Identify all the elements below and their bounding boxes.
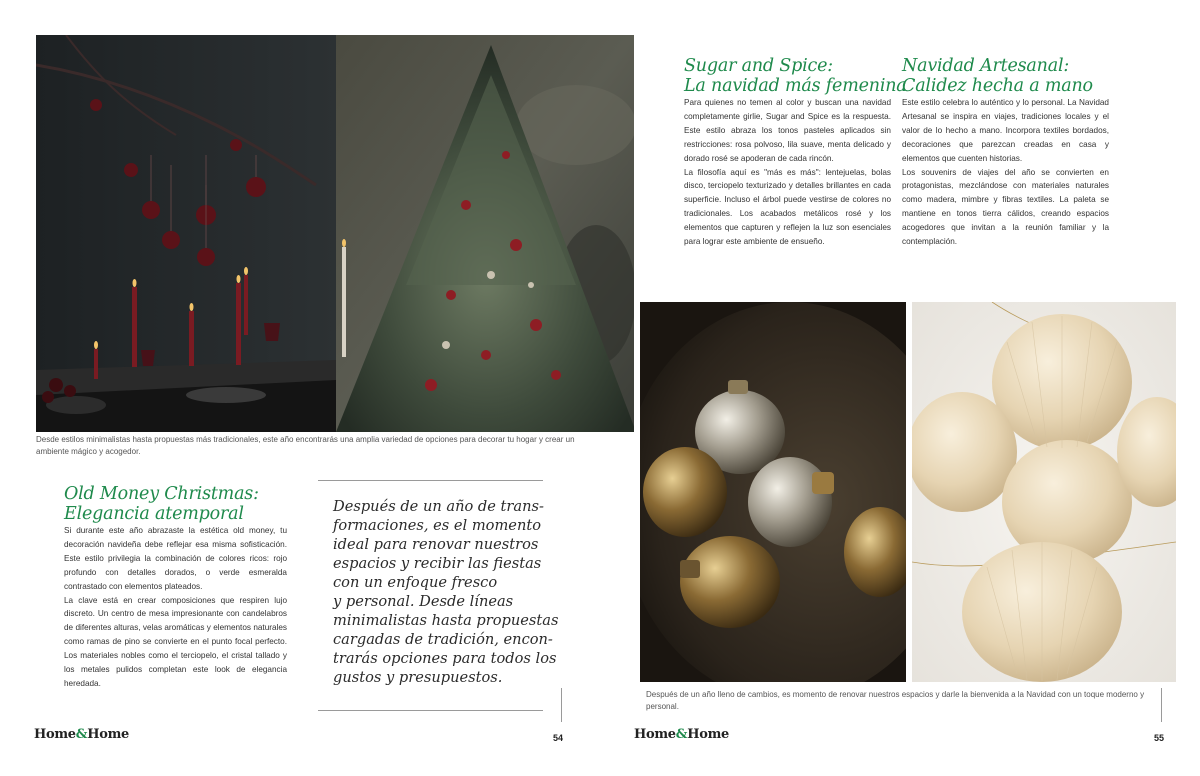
pull-quote (333, 497, 559, 687)
artesanal-paragraph-2: Los souvenirs de viajes del año se convierten en protagonistas, mezclándose con materiales naturales como madera, mimbre y fibras textiles. La paleta se mantiene en tonos tierra cálidos, creando espacios acogedores que invitan a la reunión familiar y la contemplación. (902, 167, 1109, 247)
quote-top-rule (318, 480, 543, 481)
sugar-spice-title-line2: La navidad más femenina (684, 76, 907, 96)
paper-ornaments-photo (912, 302, 1176, 682)
old-money-title-line1: Old Money Christmas: (64, 484, 259, 504)
photo-caption-left: Desde estilos minimalistas hasta propuestas más tradicionales, este año encontrarás una amplia variedad de opciones para decorar tu hogar y crear un ambiente mágico y acogedor. (36, 435, 575, 456)
old-money-paragraph-2: La clave está en crear composiciones que respiren lujo discreto. Un centro de mesa impresionante con candelabros de diferentes alturas, velas aromáticas y elementos naturales como ramas de pino se convierte en el punto focal perfecto. Los materiales nobles como el terciopelo, el cristal tallado y los metales pulidos completan este look de elegancia heredada. (64, 595, 287, 688)
sugar-spice-paragraph-1: Para quienes no temen al color y buscan una navidad completamente girlie, Sugar and Spice es la respuesta. Este estilo abraza los tonos pasteles aplicados sin restricciones: rosa polvoso, lila suave, menta delicado y dorado rosé se apoderan de cada rincón. (684, 98, 891, 163)
quote-line: cargadas de tradición, encon- (333, 631, 553, 648)
quote-line: con un enfoque fresco (333, 574, 498, 591)
left-page-vertical-rule (561, 688, 562, 722)
page-number-left: 54 (553, 733, 564, 743)
quote-line: y personal. Desde líneas (333, 593, 514, 610)
old-money-heading (64, 484, 259, 524)
quote-line: minimalistas hasta propuestas (333, 612, 559, 629)
quote-line: espacios y recibir las fiestas (333, 555, 542, 572)
artesanal-title-line2: Calidez hecha a mano (902, 76, 1093, 96)
christmas-tree-dining-photo (36, 35, 634, 432)
quote-line: trarás opciones para todos los (333, 650, 557, 667)
quote-line: formaciones, es el momento (333, 517, 541, 534)
sugar-spice-paragraph-2: La filosofía aquí es "más es más": lentejuelas, bolas disco, terciopelo texturizado y detalles brillantes en cada superficie. Incluso el árbol puede vestirse de colores no tradicionales. Los acabados metálicos rosé y los elementos que capturen y reflejen la luz son esenciales para lograr este ambiente de ensueño. (684, 167, 891, 247)
glass-ornaments-bowl-photo (640, 302, 906, 682)
sugar-spice-body (684, 96, 891, 249)
right-page-vertical-rule (1161, 688, 1162, 722)
sugar-spice-title-line1: Sugar and Spice: (684, 56, 833, 76)
brand-logo-right: Home&Home (634, 727, 729, 742)
quote-line: gustos y presupuestos. (333, 669, 503, 686)
old-money-paragraph-1: Si durante este año abrazaste la estética old money, tu decoración navideña debe reflejar esa misma sofisticación. Este estilo privilegia la combinación de colores ricos: rojo profundo con detalles dorados, o verde esmeralda contrastado con elementos plateados. (64, 526, 287, 591)
quote-line: ideal para renovar nuestros (333, 536, 539, 553)
page-number-right: 55 (1154, 733, 1165, 743)
old-money-body (64, 524, 287, 691)
artesanal-body (902, 96, 1109, 249)
artesanal-title-line1: Navidad Artesanal: (902, 56, 1070, 76)
brand-logo-left: Home&Home (34, 727, 129, 742)
quote-line: Después de un año de trans- (333, 498, 544, 515)
artesanal-paragraph-1: Este estilo celebra lo auténtico y lo personal. La Navidad Artesanal se inspira en viajes, tradiciones locales y el valor de lo hecho a mano. Incorpora textiles bordados, decoraciones que parezcan creadas en casa y elementos que cuenten historias. (902, 98, 1109, 163)
artesanal-heading (902, 56, 1093, 96)
sugar-spice-heading (684, 56, 907, 96)
quote-bottom-rule (318, 710, 543, 711)
photo-caption-right: Después de un año lleno de cambios, es momento de renovar nuestros espacios y darle la bienvenida a la Navidad con un toque moderno y personal. (646, 690, 1145, 711)
old-money-title-line2: Elegancia atemporal (64, 504, 244, 524)
